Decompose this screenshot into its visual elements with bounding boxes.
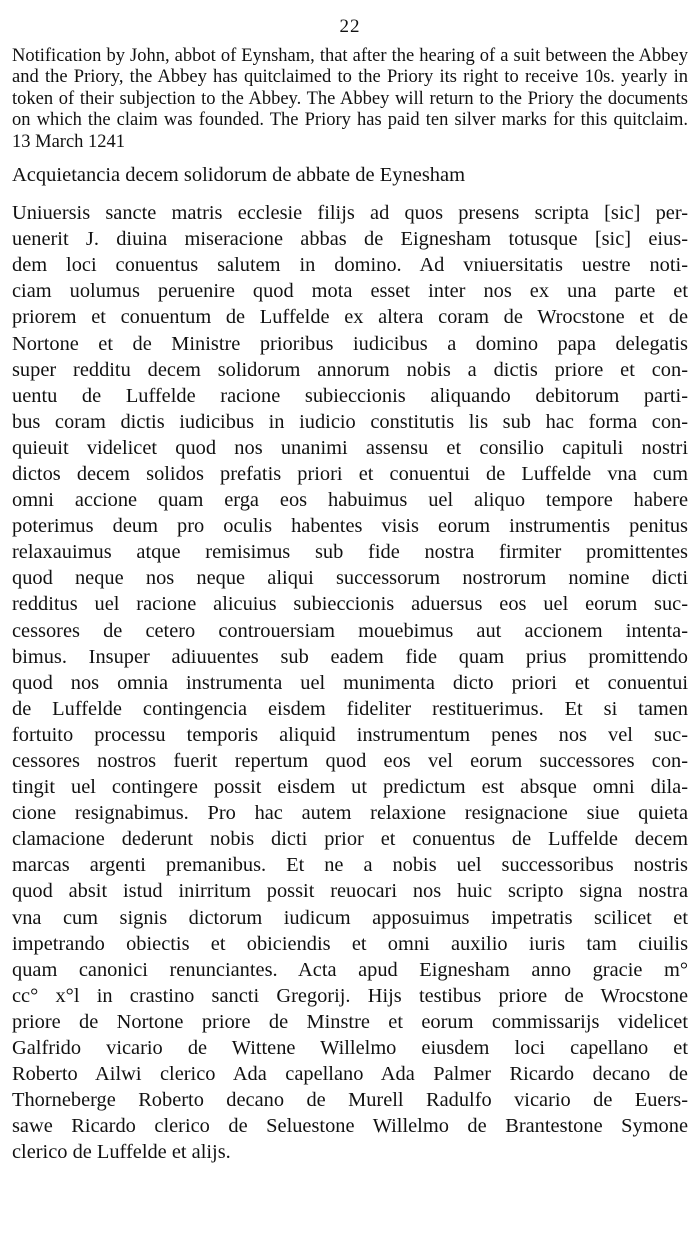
charter-line: Galfrido vicario de Wittene Willelmo eiusdem loci capellano et (12, 1037, 688, 1060)
charter-line: bimus. Insuper adiuuentes sub eadem fide quam prius promittendo (12, 645, 688, 668)
charter-line: Roberto Ailwi clerico Ada capellano Ada Palmer Ricardo decano de (12, 1063, 688, 1086)
charter-line: bus coram dictis iudicibus in iudicio constitutis lis sub hac forma con- (12, 410, 688, 433)
charter-line: clerico de Luffelde et alijs. (12, 1141, 231, 1164)
charter-line: Nortone et de Ministre prioribus iudicibus a domino papa delegatis (12, 332, 688, 355)
charter-line: fortuito processu temporis aliquid instrumentum penes nos vel suc- (12, 723, 688, 746)
charter-line: super redditu decem solidorum annorum nobis a dictis priore et con- (12, 358, 688, 381)
english-summary: Notification by John, abbot of Eynsham, that after the hearing of a suit between the Abbey and the Priory, the Abbey has quitclaimed to the Priory its right to receive 10s. yearly in token of their subjection to the Abbey. The Abbey will return to the Priory the documents on which the claim was founded. The Priory has paid ten silver marks for this quitclaim. 13 March 1241 (12, 46, 688, 152)
charter-line: priore de Nortone priore de Minstre et eorum commissarijs videlicet (12, 1010, 688, 1033)
charter-heading: Acquietancia decem solidorum de abbate de Eynesham (12, 164, 466, 187)
charter-line: uenerit J. diuina miseracione abbas de Eignesham totusque [sic] eius- (12, 228, 688, 251)
charter-line: quod nos omnia instrumenta uel munimenta dicto priori et conuentui (12, 671, 688, 694)
charter-line: cessores nostros fuerit repertum quod eos vel eorum successores con- (12, 750, 688, 772)
page-number: 22 (339, 16, 361, 37)
charter-line: tingit uel contingere possit eisdem ut predictum est absque omni dila- (12, 776, 688, 799)
charter-line: redditus uel racione alicuius subieccionis aduersus eos uel eorum suc- (12, 593, 688, 616)
charter-line: uentu de Luffelde racione subieccionis aliquando debitorum parti- (12, 384, 688, 407)
charter-line: cione resignabimus. Pro hac autem relaxione resignacione siue quieta (12, 802, 688, 825)
document-page (12, 0, 688, 1166)
charter-line: poterimus deum pro oculis habentes visis eorum instrumentis penitus (12, 515, 688, 538)
charter-line: vna cum signis dictorum iudicum apposuimus impetratis scilicet et (12, 906, 688, 929)
charter-line: priorem et conuentum de Luffelde ex altera coram de Wrocstone et de (12, 306, 688, 329)
charter-line: quod absit istud inirritum possit reuocari nos huic scripto signa nostra (12, 880, 688, 903)
charter-line: relaxauimus atque remisimus sub fide nostra firmiter promittentes (12, 541, 688, 564)
charter-line: Uniuersis sancte matris ecclesie filijs ad quos presens scripta [sic] per- (12, 202, 688, 225)
charter-line: dictos decem solidos prefatis priori et conuentui de Luffelde vna cum (12, 462, 688, 485)
charter-line: Thorneberge Roberto decano de Murell Radulfo vicario de Euers- (12, 1089, 688, 1112)
charter-line: marcas argenti premanibus. Et ne a nobis uel successoribus nostris (12, 854, 688, 877)
charter-text (12, 200, 688, 1165)
charter-line: ciam uolumus peruenire quod mota esset inter nos ex una parte et (12, 280, 688, 303)
charter-line: impetrando obiectis et obiciendis et omni auxilio iuris tam ciuilis (12, 932, 688, 955)
charter-line: dem loci conuentus salutem in domino. Ad vniuersitatis uestre noti- (12, 254, 688, 277)
charter-line: quieuit videlicet quod nos unanimi assensu et consilio capituli nostri (12, 436, 688, 459)
charter-line: de Luffelde contingencia eisdem fideliter restituerimus. Et si tamen (12, 697, 688, 720)
charter-line: omni accione quam erga eos habuimus uel aliquo tempore habere (12, 489, 688, 512)
charter-line: clamacione dederunt nobis dicti prior et conuentus de Luffelde decem (12, 828, 688, 851)
charter-line: sawe Ricardo clerico de Seluestone Willelmo de Brantestone Symone (12, 1115, 688, 1138)
charter-line: cessores de cetero controuersiam mouebimus aut accionem intenta- (12, 619, 688, 642)
charter-line: cc° x°l in crastino sancti Gregorij. Hijs testibus priore de Wrocstone (12, 984, 688, 1007)
charter-line: quod neque nos neque aliqui successorum nostrorum nomine dicti (12, 567, 688, 590)
charter-line: quam canonici renunciantes. Acta apud Eignesham anno gracie m° (12, 958, 688, 981)
